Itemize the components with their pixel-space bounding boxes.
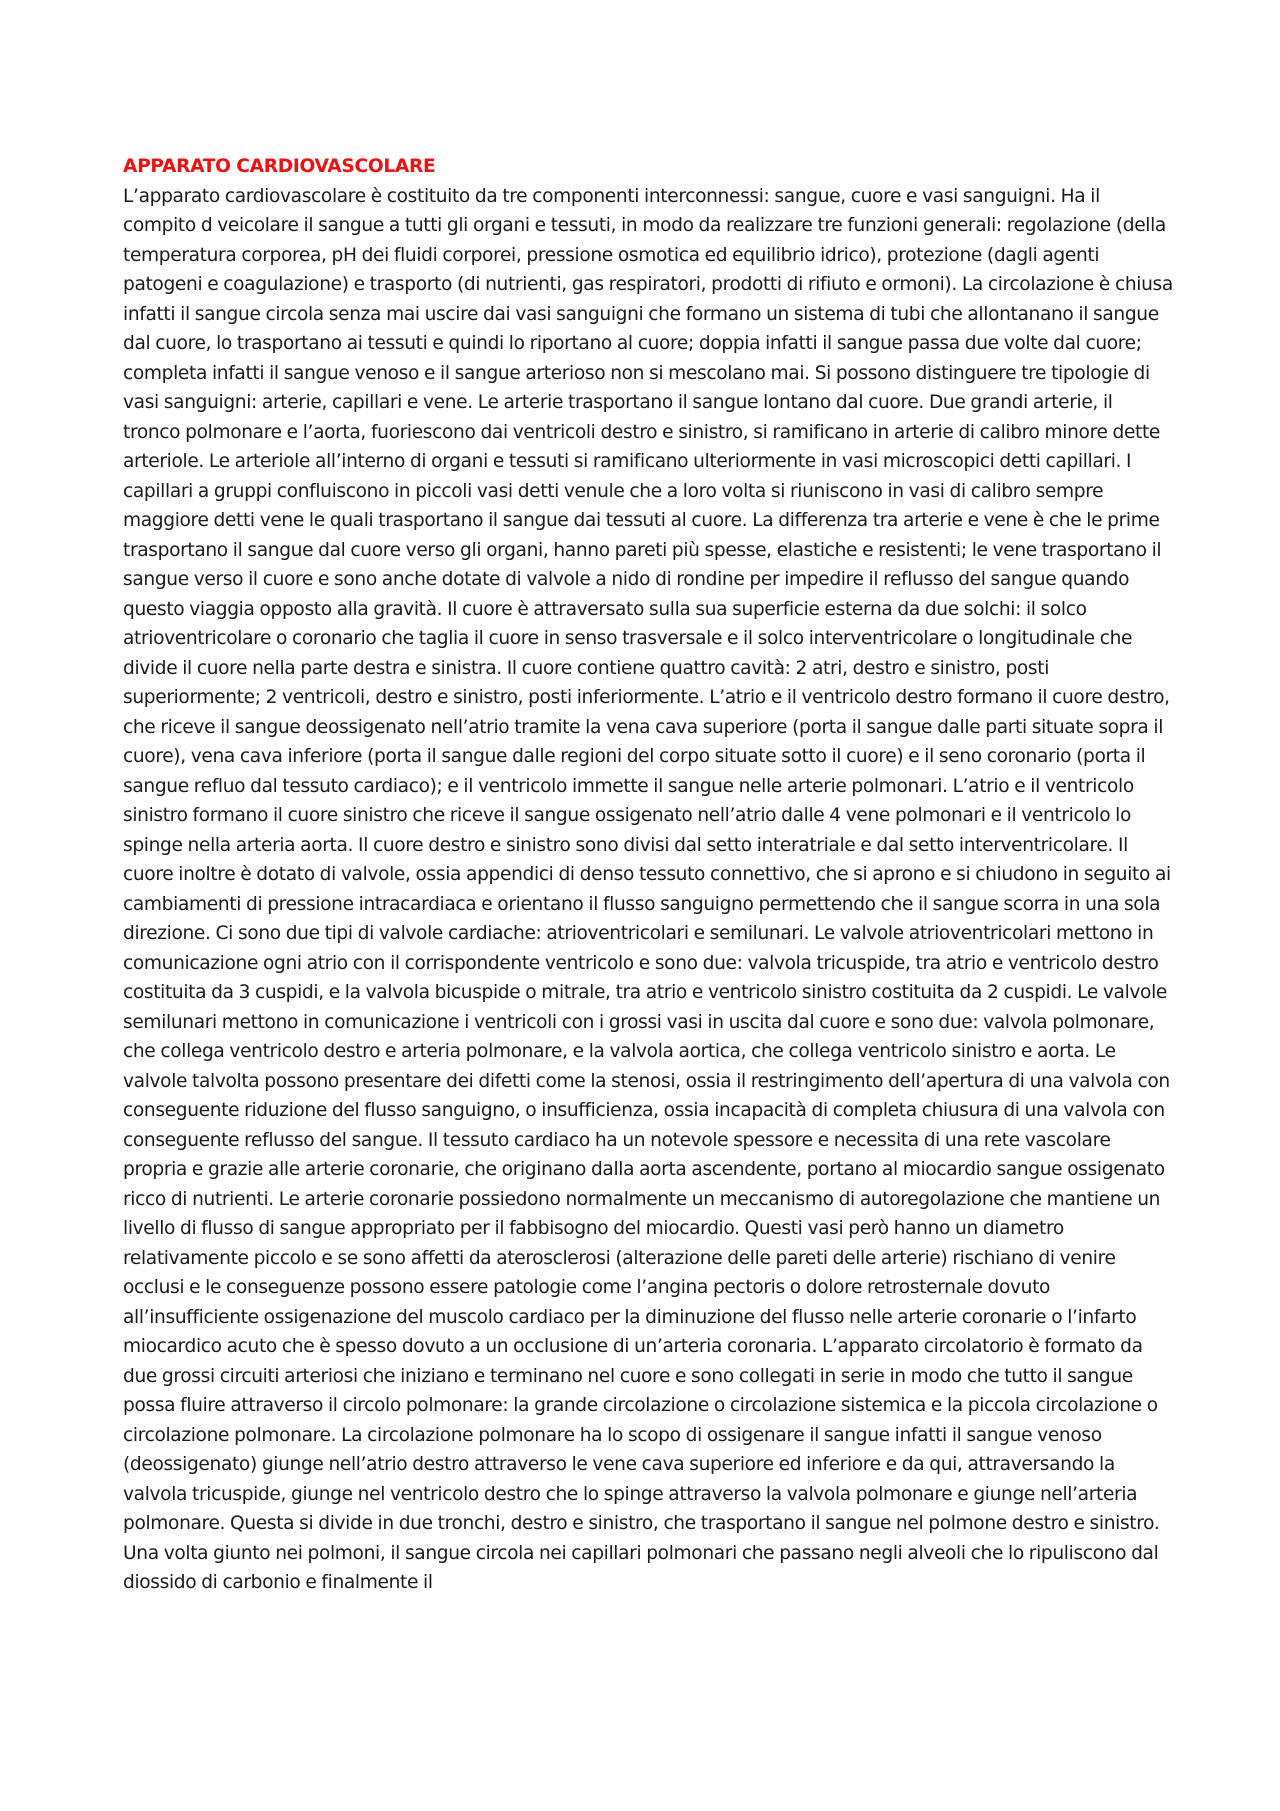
document-content bbox=[123, 152, 1173, 1598]
document-title: APPARATO CARDIOVASCOLARE bbox=[123, 156, 436, 177]
body-paragraph: L’apparato cardiovascolare è costituito da tre componenti interconnessi: sangue, cuore e vasi sanguigni. Ha il compito d veicolare il sangue a tutti gli organi e tessuti, in modo da realizzare tre funzioni generali: regolazione (della temperatura corporea, pH dei fluidi corporei, pressione osmotica ed equilibrio idrico), protezione (dagli agenti patogeni e coagulazione) e trasporto (di nutrienti, gas respiratori, prodotti di rifiuto e ormoni). La circolazione è chiusa infatti il sangue circola senza mai uscire dai vasi sanguigni che formano un sistema di tubi che allontanano il sangue dal cuore, lo trasportano ai tessuti e quindi lo riportano al cuore; doppia infatti il sangue passa due volte dal cuore; completa infatti il sangue venoso e il sangue arterioso non si mescolano mai. Si possono distinguere tre tipologie di vasi sanguigni: arterie, capillari e vene. Le arterie trasportano il sangue lontano dal cuore. Due grandi arterie, il tronco polmonare e l’aorta, fuoriescono dai ventricoli destro e sinistro, si ramificano in arterie di calibro minore dette arteriole. Le arteriole all’interno di organi e tessuti si ramificano ulteriormente in vasi microscopici detti capillari. I capillari a gruppi confluiscono in piccoli vasi detti venule che a loro volta si riuniscono in vasi di calibro sempre maggiore detti vene le quali trasportano il sangue dai tessuti al cuore. La differenza tra arterie e vene è che le prime trasportano il sangue dal cuore verso gli organi, hanno pareti più spesse, elastiche e resistenti; le vene trasportano il sangue verso il cuore e sono anche dotate di valvole a nido di rondine per impedire il reflusso del sangue quando questo viaggia opposto alla gravità. Il cuore è attraversato sulla sua superficie esterna da due solchi: il solco atrioventricolare o coronario che taglia il cuore in senso trasversale e il solco interventricolare o longitudinale che divide il cuore nella parte destra e sinistra. Il cuore contiene quattro cavità: 2 atri, destro e sinistro, posti superiormente; 2 ventricoli, destro e sinistro, posti inferiormente. L’atrio e il ventricolo destro formano il cuore destro, che riceve il sangue deossigenato nell’atrio tramite la vena cava superiore (porta il sangue dalle parti situate sopra il cuore), vena cava inferiore (porta il sangue dalle regioni del corpo situate sotto il cuore) e il seno coronario (porta il sangue refluo dal tessuto cardiaco); e il ventricolo immette il sangue nelle arterie polmonari. L’atrio e il ventricolo sinistro formano il cuore sinistro che riceve il sangue ossigenato nell’atrio dalle 4 vene polmonari e il ventricolo lo spinge nella arteria aorta. Il cuore destro e sinistro sono divisi dal setto interatriale e dal setto interventricolare. Il cuore inoltre è dotato di valvole, ossia appendici di denso tessuto connettivo, che si aprono e si chiudono in seguito ai cambiamenti di pressione intracardiaca e orientano il flusso sanguigno permettendo che il sangue scorra in una sola direzione. Ci sono due tipi di valvole cardiache: atrioventricolari e semilunari. Le valvole atrioventricolari mettono in comunicazione ogni atrio con il corrispondente ventricolo e sono due: valvola tricuspide, tra atrio e ventricolo destro costituita da 3 cuspidi, e la valvola bicuspide o mitrale, tra atrio e ventricolo sinistro costituita da 2 cuspidi. Le valvole semilunari mettono in comunicazione i ventricoli con i grossi vasi in uscita dal cuore e sono due: valvola polmonare, che collega ventricolo destro e arteria polmonare, e la valvola aortica, che collega ventricolo sinistro e aorta. Le valvole talvolta possono presentare dei difetti come la stenosi, ossia il restringimento dell’apertura di una valvola con conseguente riduzione del flusso sanguigno, o insufficienza, ossia incapacità di completa chiusura di una valvola con conseguente reflusso del sangue. Il tessuto cardiaco ha un notevole spessore e necessita di una rete vascolare propria e grazie alle arterie coronarie, che originano dalla aorta ascendente, portano al miocardio sangue ossigenato ricco di nutrienti. Le arterie coronarie possiedono normalmente un meccanismo di autoregolazione che mantiene un livello di flusso di sangue appropriato per il fabbisogno del miocardio. Questi vasi però hanno un diametro relativamente piccolo e se sono affetti da aterosclerosi (alterazione delle pareti delle arterie) rischiano di venire occlusi e le conseguenze possono essere patologie come l’angina pectoris o dolore retrosternale dovuto all’insufficiente ossigenazione del muscolo cardiaco per la diminuzione del flusso nelle arterie coronarie o l’infarto miocardico acuto che è spesso dovuto a un occlusione di un’arteria coronaria. L’apparato circolatorio è formato da due grossi circuiti arteriosi che iniziano e terminano nel cuore e sono collegati in serie in modo che tutto il sangue possa fluire attraverso il circolo polmonare: la grande circolazione o circolazione sistemica e la piccola circolazione o circolazione polmonare. La circolazione polmonare ha lo scopo di ossigenare il sangue infatti il sangue venoso (deossigenato) giunge nell’atrio destro attraverso le vene cava superiore ed inferiore e da qui, attraversando la valvola tricuspide, giunge nel ventricolo destro che lo spinge attraverso la valvola polmonare e giunge nell’arteria polmonare. Questa si divide in due tronchi, destro e sinistro, che trasportano il sangue nel polmone destro e sinistro. Una volta giunto nei polmoni, il sangue circola nei capillari polmonari che passano negli alveoli che lo ripuliscono dal diossido di carbonio e finalmente il bbox=[123, 185, 1173, 1593]
